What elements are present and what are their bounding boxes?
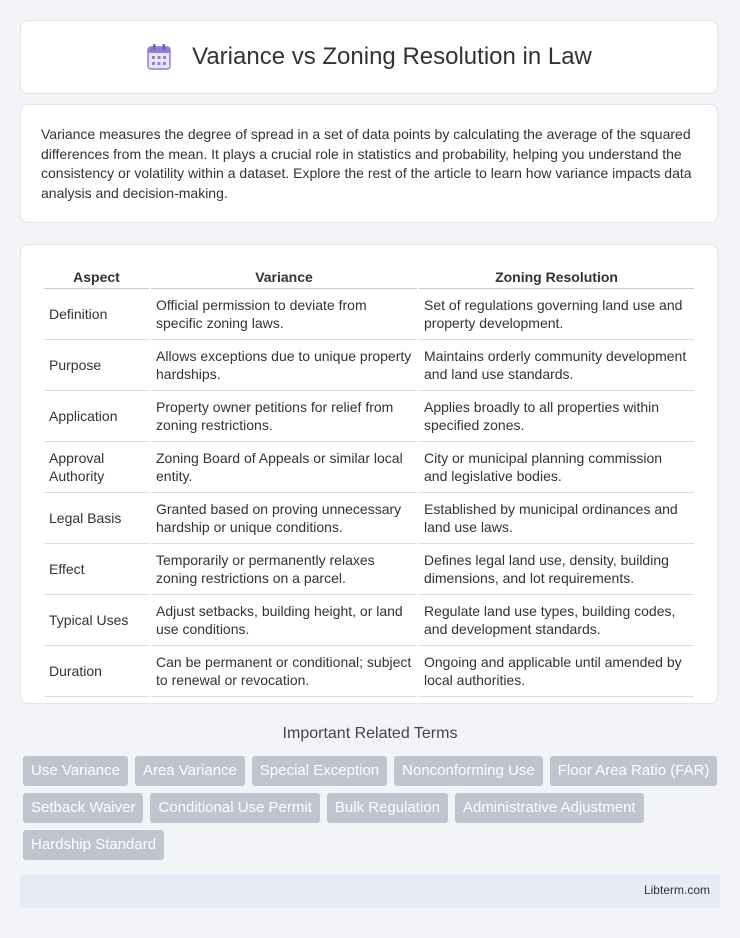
related-term-tag[interactable]: Nonconforming Use [394,756,543,786]
cell-variance: Adjust setbacks, building height, or land use conditions. [151,595,417,646]
cell-zoning-resolution: Ongoing and applicable until amended by local authorities. [419,646,694,697]
header-variance: Variance [151,265,417,289]
related-term-tag[interactable]: Area Variance [135,756,245,786]
related-term-tag[interactable]: Special Exception [252,756,387,786]
cell-variance: Allows exceptions due to unique property hardships. [151,340,417,391]
related-term-tag[interactable]: Conditional Use Permit [150,793,319,823]
comparison-table [42,265,696,697]
footer [20,874,720,908]
related-term-tag[interactable]: Bulk Regulation [327,793,448,823]
title-card [20,20,718,94]
table-row [44,442,694,493]
cell-zoning-resolution: Set of regulations governing land use and property development. [419,289,694,340]
table-row [44,391,694,442]
intro-paragraph: Variance measures the degree of spread in a set of data points by calculating the average of the squared differences from the mean. It plays a crucial role in statistics and probability, helping you understand the consistency or volatility within a dataset. Explore the rest of the article to learn how variance impacts data analysis and decision-making. [41,126,692,201]
cell-variance: Can be permanent or conditional; subject to renewal or revocation. [151,646,417,697]
intro-card [20,104,718,223]
table-header-row [44,265,694,289]
table-row [44,544,694,595]
related-terms-title: Important Related Terms [282,725,458,742]
table-row [44,646,694,697]
related-term-tag[interactable]: Floor Area Ratio (FAR) [550,756,718,786]
cell-zoning-resolution: Established by municipal ordinances and land use laws. [419,493,694,544]
related-terms-list [23,756,723,860]
cell-zoning-resolution: City or municipal planning commission and legislative bodies. [419,442,694,493]
cell-zoning-resolution: Applies broadly to all properties within specified zones. [419,391,694,442]
table-row [44,493,694,544]
cell-zoning-resolution: Regulate land use types, building codes, and development standards. [419,595,694,646]
footer-site-link[interactable]: Libterm.com [643,883,710,897]
cell-zoning-resolution: Maintains orderly community development and land use standards. [419,340,694,391]
cell-aspect: Typical Uses [44,595,149,646]
cell-variance: Official permission to deviate from specific zoning laws. [151,289,417,340]
cell-variance: Property owner petitions for relief from zoning restrictions. [151,391,417,442]
cell-variance: Zoning Board of Appeals or similar local entity. [151,442,417,493]
cell-aspect: Legal Basis [44,493,149,544]
cell-aspect: Definition [44,289,149,340]
cell-aspect: Effect [44,544,149,595]
comparison-table-card [20,244,718,704]
related-term-tag[interactable]: Setback Waiver [23,793,143,823]
cell-zoning-resolution: Defines legal land use, density, building dimensions, and lot requirements. [419,544,694,595]
page-title: Variance vs Zoning Resolution in Law [192,43,592,70]
header-zoning-resolution: Zoning Resolution [419,265,694,289]
cell-aspect: Purpose [44,340,149,391]
table-row [44,595,694,646]
cell-variance: Temporarily or permanently relaxes zoning restrictions on a parcel. [151,544,417,595]
related-term-tag[interactable]: Use Variance [23,756,128,786]
related-term-tag[interactable]: Hardship Standard [23,830,164,860]
related-term-tag[interactable]: Administrative Adjustment [455,793,644,823]
header-aspect: Aspect [44,265,149,289]
cell-aspect: Duration [44,646,149,697]
table-row [44,340,694,391]
cell-aspect: Approval Authority [44,442,149,493]
cell-variance: Granted based on proving unnecessary hardship or unique conditions. [151,493,417,544]
calendar-icon [146,43,172,71]
cell-aspect: Application [44,391,149,442]
table-row [44,289,694,340]
